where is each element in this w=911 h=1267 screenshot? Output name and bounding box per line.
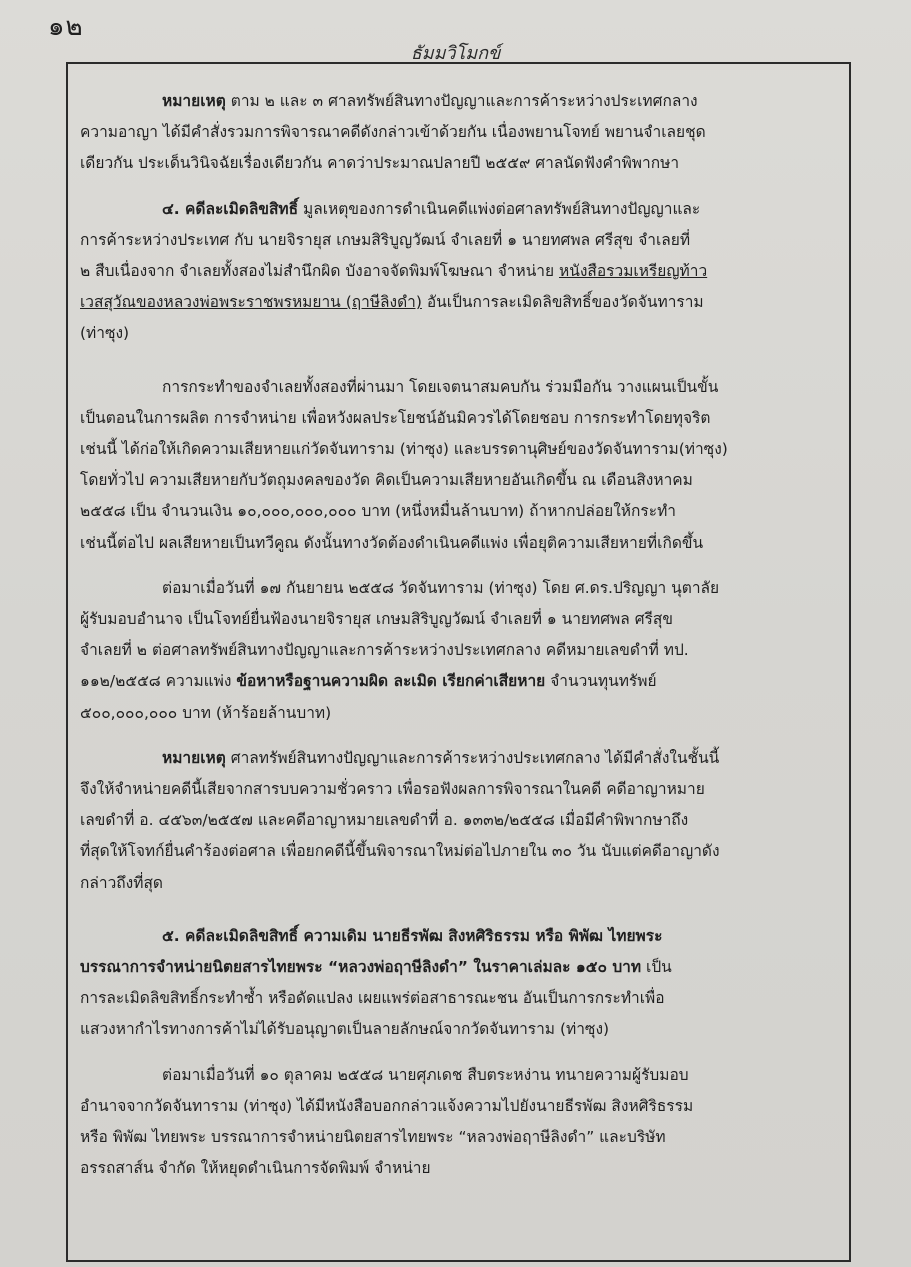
paragraph-gap [80,350,838,372]
text-line [80,287,838,318]
text-line: ๒๕๕๘ เป็น จำนวนเงิน ๑๐,๐๐๐,๐๐๐,๐๐๐ บาท (หนึ่งหมื่นล้านบาท) ถ้าหากปล่อยให้กระทำ [80,502,676,521]
paragraph-gap [80,1046,838,1060]
text-line: เลขดำที่ อ. ๔๕๖๓/๒๕๕๗ และคดีอาญาหมายเลขดำที่ อ. ๑๓๓๒/๒๕๕๘ เมื่อมีคำพิพากษาถึง [80,811,689,830]
text-line: การละเมิดลิขสิทธิ์กระทำซ้ำ หรือดัดแปลง เผยแพร่ต่อสาธารณะชน อันเป็นการกระทำเพื่อ [80,989,665,1008]
running-title: ธัมมวิโมกข์ [410,43,501,64]
paragraph-gap [80,899,838,921]
paragraph-note-2 [80,743,838,899]
paragraph-case-4 [80,194,838,350]
text-line: หรือ พิพัฒ ไทยพระ บรรณาการจำหน่ายนิตยสารไทยพระ “หลวงพ่อฤาษีลิงดำ” และบริษัท [80,1128,666,1147]
paragraph-gap [80,559,838,573]
page-body [80,86,838,1185]
text-line: แสวงหากำไรทางการค้าไม่ได้รับอนุญาตเป็นลายลักษณ์จากวัดจันทาราม (ท่าซุง) [80,1020,610,1039]
paragraph-note-1 [80,86,838,180]
paragraph-notice [80,1060,838,1185]
text-span: ศาลทรัพย์สินทางปัญญาและการค้าระหว่างประเทศกลาง ได้มีคำสั่งในชั้นนี้ [230,748,720,767]
text-span: อันเป็นการละเมิดลิขสิทธิ์ของวัดจันทาราม [426,293,704,312]
text-line: ที่สุดให้โจทก์ยื่นคำร้องต่อศาล เพื่อยกคดีนี้ขึ้นพิจารณาใหม่ต่อไปภายใน ๓๐ วัน นับแต่คดีอาญาดัง [80,842,720,861]
paragraph-damages [80,372,838,559]
paragraph-lawsuit [80,573,838,729]
text-span: ๑๑๒/๒๕๕๘ ความแพ่ง [80,672,232,691]
text-line: เดียวกัน ประเด็นวินิจฉัยเรื่องเดียวกัน คาดว่าประมาณปลายปี ๒๕๕๙ ศาลนัดฟังคำพิพากษา [80,154,680,173]
text-line: การค้าระหว่างประเทศ กับ นายจิรายุส เกษมสิริบูญวัฒน์ จำเลยที่ ๑ นายทศพล ศรีสุข จำเลยที่ [80,230,691,249]
text-line: ๕๐๐,๐๐๐,๐๐๐ บาท (ห้าร้อยล้านบาท) [80,703,332,722]
text-line: การกระทำของจำเลยทั้งสองที่ผ่านมา โดยเจตนาสมคบกัน ร่วมมือกัน วางแผนเป็นขั้น [162,377,719,396]
text-line [80,743,838,774]
text-span: ๒ สืบเนื่องจาก จำเลยทั้งสองไม่สำนึกผิด บังอาจจัดพิมพ์โฆษณา จำหน่าย [80,262,555,281]
text-line: จำเลยที่ ๒ ต่อศาลทรัพย์สินทางปัญญาและการค้าระหว่างประเทศกลาง คดีหมายเลขดำที่ ทป. [80,641,689,660]
text-line [80,256,838,287]
text-line [80,86,838,117]
text-line: กล่าวถึงที่สุด [80,873,163,892]
text-line [80,666,838,697]
text-line: โดยทั่วไป ความเสียหายกับวัตถุมงคลของวัด คิดเป็นความเสียหายอันเกิดขึ้น ณ เดือนสิงหาคม [80,471,693,490]
text-line: เป็นตอนในการผลิต การจำหน่าย เพื่อหวังผลประโยชน์อันมิควรได้โดยชอบ การกระทำโดยทุจริต [80,408,711,427]
text-line: เช่นนี้ต่อไป ผลเสียหายเป็นทวีคูณ ดังนั้นทางวัดต้องดำเนินคดีแพ่ง เพื่อยุติความเสียหายที่เกิดขึ้น [80,533,704,552]
note-label: หมายเหตุ [162,92,226,110]
page-number: ๑๒ [48,12,84,42]
text-span: จำนวนทุนทรัพย์ [550,672,657,691]
text-line: (ท่าซุง) [80,324,130,343]
book-title: เวสสุวัณของหลวงพ่อพระราชพรหมยาน (ฤาษีลิงดำ) [80,293,422,312]
text-line [80,194,838,225]
text-line: อำนาจจากวัดจันทาราม (ท่าซุง) ได้มีหนังสือบอกกล่าวแจ้งความไปยังนายธีรพัฒ สิงหศิริธรรม [80,1096,694,1115]
text-span: บรรณาการจำหน่ายนิตยสารไทยพระ “หลวงพ่อฤาษีลิงดำ” ในราคาเล่มละ ๑๕๐ บาท [80,958,642,977]
text-line: ต่อมาเมื่อวันที่ ๑๐ ตุลาคม ๒๕๕๘ นายศุภเดช สืบตระหง่าน ทนายความผู้รับมอบ [162,1065,689,1084]
text-line: อรรถสาส์น จำกัด ให้หยุดดำเนินการจัดพิมพ์ จำหน่าย [80,1159,431,1178]
book-title: หนังสือรวมเหรียญท้าว [559,262,708,281]
case-heading: ๔. คดีละเมิดลิขสิทธิ์ [162,199,299,218]
text-span: ตาม ๒ และ ๓ ศาลทรัพย์สินทางปัญญาและการค้าระหว่างประเทศกลาง [230,92,698,110]
text-span: เป็น [646,958,672,977]
text-line: ต่อมาเมื่อวันที่ ๑๗ กันยายน ๒๕๕๘ วัดจันทาราม (ท่าซุง) โดย ศ.ดร.ปริญญา นุตาลัย [162,578,720,597]
charge-text: ข้อหาหรือฐานความผิด ละเมิด เรียกค่าเสียหาย [236,672,546,691]
text-line: เช่นนี้ ได้ก่อให้เกิดความเสียหายแก่วัดจันทาราม (ท่าซุง) และบรรดานุศิษย์ของวัดจันทาราม(ท่าซุง) [80,440,728,459]
text-line: ความอาญา ได้มีคำสั่งรวมการพิจารณาคดีดังกล่าวเข้าด้วยกัน เนื่องพยานโจทย์ พยานจำเลยชุด [80,123,706,142]
text-line: ผู้รับมอบอำนาจ เป็นโจทย์ยื่นฟ้องนายจิรายุส เกษมสิริบูญวัฒน์ จำเลยที่ ๑ นายทศพล ศรีสุข [80,610,673,629]
text-line [80,952,838,983]
case-heading: ๕. คดีละเมิดลิขสิทธิ์ ความเดิม นายธีรพัฒ สิงหศิริธรรม หรือ พิพัฒ ไทยพระ [162,926,663,945]
note-label: หมายเหตุ [162,748,226,767]
text-span: มูลเหตุของการดำเนินคดีแพ่งต่อศาลทรัพย์สินทางปัญญาและ [303,199,701,218]
paragraph-gap [80,729,838,743]
paragraph-case-5 [80,921,838,1046]
paragraph-gap [80,180,838,194]
text-line: จึงให้จำหน่ายคดีนี้เสียจากสารบบความชั่วคราว เพื่อรอฟังผลการพิจารณาในคดี คดีอาญาหมาย [80,780,705,799]
